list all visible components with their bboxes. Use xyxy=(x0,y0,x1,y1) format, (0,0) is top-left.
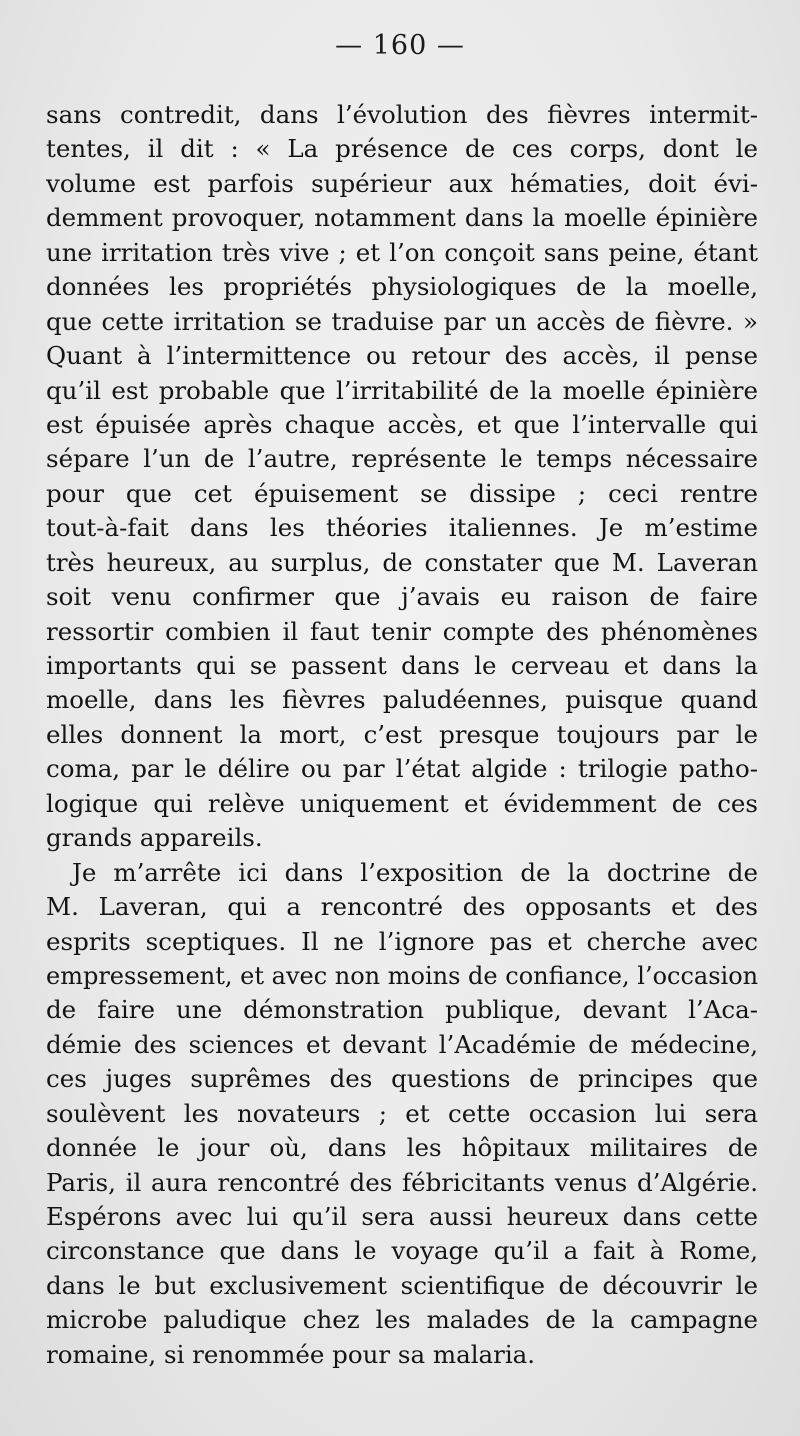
text-line: ces juges suprêmes des questions de principes que xyxy=(46,1064,758,1094)
text-line: esprits sceptiques. Il ne l’ignore pas et cherche avec xyxy=(46,926,758,956)
text-line: romaine, si renommée pour sa malaria. xyxy=(46,1339,536,1369)
text-line: tentes, il dit : « La présence de ces corps, dont le xyxy=(46,134,758,164)
text-line: elles donnent la mort, c’est presque toujours par le xyxy=(46,719,758,749)
text-line: volume est parfois supérieur aux hématies, doit évi- xyxy=(46,168,758,198)
text-line: soulèvent les novateurs ; et cette occasion lui sera xyxy=(46,1098,758,1128)
text-line: une irritation très vive ; et l’on conçoit sans peine, étant xyxy=(46,237,758,267)
text-line: Quant à l’intermittence ou retour des accès, il pense xyxy=(46,341,758,371)
text-line: moelle, dans les fièvres paludéennes, puisque quand xyxy=(46,685,758,715)
text-line: qu’il est probable que l’irritabilité de la moelle épinière xyxy=(46,375,758,405)
text-line: microbe paludique chez les malades de la campagne xyxy=(46,1305,758,1335)
text-line: circonstance que dans le voyage qu’il a fait à Rome, xyxy=(46,1236,758,1266)
text-line: M. Laveran, qui a rencontré des opposants et des xyxy=(46,892,758,922)
text-line: coma, par le délire ou par l’état algide : trilogie patho- xyxy=(46,754,758,784)
text-line: est épuisée après chaque accès, et que l’intervalle qui xyxy=(46,409,758,439)
text-line: grands appareils. xyxy=(46,823,263,853)
text-line: ressortir combien il faut tenir compte des phénomènes xyxy=(46,616,758,646)
text-line: démie des sciences et devant l’Académie de médecine, xyxy=(46,1029,758,1059)
text-line: Paris, il aura rencontré des fébricitants venus d’Algérie. xyxy=(46,1167,758,1197)
text-line: dans le but exclusivement scientifique de découvrir le xyxy=(46,1270,758,1300)
text-line: données les propriétés physiologiques de la moelle, xyxy=(46,272,758,302)
text-line: très heureux, au surplus, de constater que M. Laveran xyxy=(46,547,758,577)
text-line: soit venu confirmer que j’avais eu raison de faire xyxy=(46,582,758,612)
text-line: de faire une démonstration publique, devant l’Aca- xyxy=(46,995,758,1025)
text-line: tout-à-fait dans les théories italiennes. Je m’estime xyxy=(46,513,758,543)
text-line: demment provoquer, notamment dans la moelle épinière xyxy=(46,203,758,233)
text-line: Je m’arrête ici dans l’exposition de la doctrine de xyxy=(72,857,758,887)
text-line: logique qui relève uniquement et évidemment de ces xyxy=(46,788,758,818)
text-line: pour que cet épuisement se dissipe ; ceci rentre xyxy=(46,478,758,508)
text-line: donnée le jour où, dans les hôpitaux militaires de xyxy=(46,1133,758,1163)
text-line: que cette irritation se traduise par un accès de fièvre. » xyxy=(46,306,758,336)
text-line: empressement, et avec non moins de confiance, l’occasion xyxy=(46,961,759,990)
text-line: sépare l’un de l’autre, représente le temps nécessaire xyxy=(46,444,758,474)
body-text xyxy=(46,98,758,1372)
text-line: importants qui se passent dans le cerveau et dans la xyxy=(46,651,758,680)
page-number: — 160 — xyxy=(335,30,465,61)
text-line: Espérons avec lui qu’il sera aussi heureux dans cette xyxy=(46,1202,758,1231)
text-line: sans contredit, dans l’évolution des fièvres intermit- xyxy=(46,100,758,129)
